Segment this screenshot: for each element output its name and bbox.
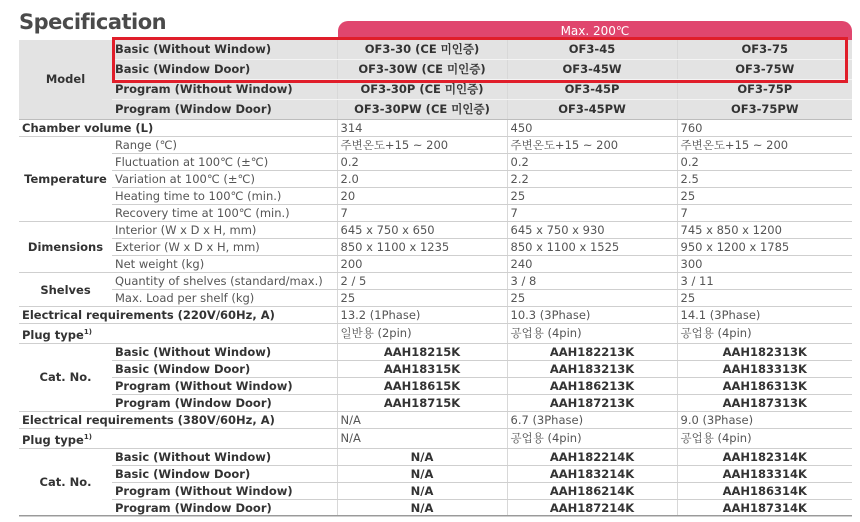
row-label: Exterior (W x D x H, mm) [112,239,337,256]
cell-value: OF3-30PW (CE 미인증) [337,100,507,120]
cell-value: AAH18315K [337,360,507,377]
cell-value: 주변온도+15 ~ 200 [507,137,677,154]
row-label: Program (Without Window) [112,377,337,394]
table-row [19,100,852,120]
table-row [19,273,852,290]
plug-type-label [19,324,337,344]
cell-value: AAH187313K [677,394,852,411]
cell-value: AAH182213K [507,343,677,360]
row-label: Recovery time at 100℃ (min.) [112,205,337,222]
row-label: Basic (Without Window) [112,40,337,60]
cell-value: 공업용 (4pin) [677,428,852,448]
cell-value: AAH18215K [337,343,507,360]
electrical-380v-label: Electrical requirements (380V/60Hz, A) [19,411,337,428]
cell-value: OF3-75P [677,80,852,100]
cell-value: 10.3 (3Phase) [507,307,677,324]
table-row [19,324,852,344]
table-bottom-rule [19,515,852,516]
cell-value: AAH187214K [507,499,677,516]
plug-type-label [19,428,337,448]
table-row [19,411,852,428]
table-row [19,499,852,516]
cell-value: 240 [507,256,677,273]
cell-value: 645 x 750 x 930 [507,222,677,239]
row-label: Program (Window Door) [112,499,337,516]
cell-value: OF3-45 [507,40,677,60]
cell-value: AAH186213K [507,377,677,394]
table-row [19,377,852,394]
cell-value: 13.2 (1Phase) [337,307,507,324]
row-label: Quantity of shelves (standard/max.) [112,273,337,290]
cell-value: 20 [337,188,507,205]
cell-value: OF3-30 (CE 미인증) [337,40,507,60]
cell-value: 3 / 8 [507,273,677,290]
row-label: Program (Window Door) [112,394,337,411]
row-label: Basic (Without Window) [112,343,337,360]
row-label: Heating time to 100℃ (min.) [112,188,337,205]
cell-value: AAH187213K [507,394,677,411]
cell-value: 공업용 (4pin) [507,428,677,448]
row-label: Variation at 100℃ (±℃) [112,171,337,188]
row-label: Basic (Without Window) [112,448,337,465]
footnote-mark: 1) [83,328,92,336]
table-row [19,448,852,465]
cell-value: AAH187314K [677,499,852,516]
shelves-group-label: Shelves [19,273,112,307]
table-row [19,154,852,171]
cell-value: N/A [337,482,507,499]
cell-value: AAH186214K [507,482,677,499]
table-row [19,465,852,482]
cell-value: AAH183213K [507,360,677,377]
cell-value: OF3-45P [507,80,677,100]
cell-value: N/A [337,428,507,448]
cell-value: 3 / 11 [677,273,852,290]
cell-value: 25 [337,290,507,307]
table-row [19,137,852,154]
cell-value: 300 [677,256,852,273]
cell-value: 25 [507,188,677,205]
cat-no-group-label: Cat. No. [19,448,112,516]
row-label: Range (℃) [112,137,337,154]
cell-value: 14.1 (3Phase) [677,307,852,324]
cell-value: 2.2 [507,171,677,188]
cell-value: AAH182313K [677,343,852,360]
cell-value: 25 [677,290,852,307]
cell-value: OF3-45PW [507,100,677,120]
dimensions-group-label: Dimensions [19,222,112,273]
row-label: Program (Window Door) [112,100,337,120]
cell-value: 7 [507,205,677,222]
cell-value: OF3-75W [677,60,852,80]
cell-value: 공업용 (4pin) [507,324,677,344]
cell-value: 314 [337,120,507,137]
cell-value: 9.0 (3Phase) [677,411,852,428]
cell-value: OF3-75PW [677,100,852,120]
table-row [19,482,852,499]
cell-value: 760 [677,120,852,137]
row-label: Program (Without Window) [112,80,337,100]
table-row [19,205,852,222]
cell-value: 850 x 1100 x 1525 [507,239,677,256]
cell-value: 25 [507,290,677,307]
table-row [19,222,852,239]
cell-value: 850 x 1100 x 1235 [337,239,507,256]
row-label: Program (Without Window) [112,482,337,499]
cell-value: 2.5 [677,171,852,188]
row-label: Basic (Window Door) [112,465,337,482]
cell-value: AAH182314K [677,448,852,465]
cell-value: 745 x 850 x 1200 [677,222,852,239]
electrical-220v-label: Electrical requirements (220V/60Hz, A) [19,307,337,324]
cell-value: 0.2 [507,154,677,171]
highlight-box [112,37,848,83]
cell-value: AAH182214K [507,448,677,465]
table-row [19,290,852,307]
cell-value: 2 / 5 [337,273,507,290]
cell-value: 25 [677,188,852,205]
row-label: Fluctuation at 100℃ (±℃) [112,154,337,171]
cell-value: AAH18615K [337,377,507,394]
table-row [19,171,852,188]
row-label: Net weight (kg) [112,256,337,273]
cell-value: N/A [337,448,507,465]
cell-value: OF3-30P (CE 미인증) [337,80,507,100]
table-row [19,120,852,137]
footnote-mark: 1) [83,432,92,441]
cell-value: N/A [337,499,507,516]
cell-value: 200 [337,256,507,273]
table-row [19,394,852,411]
row-label: Interior (W x D x H, mm) [112,222,337,239]
cell-value: OF3-30W (CE 미인증) [337,60,507,80]
row-label: Max. Load per shelf (kg) [112,290,337,307]
cell-value: 공업용 (4pin) [677,324,852,344]
plug-type-text: Plug type [22,327,84,342]
cell-value: AAH18715K [337,394,507,411]
table-row [19,256,852,273]
row-label: Basic (Window Door) [112,60,337,80]
cell-value: 645 x 750 x 650 [337,222,507,239]
cell-value: AAH183313K [677,360,852,377]
cell-value: 450 [507,120,677,137]
cell-value: 6.7 (3Phase) [507,411,677,428]
row-label: Basic (Window Door) [112,360,337,377]
temperature-group-label: Temperature [19,137,112,222]
table-row [19,188,852,205]
cell-value: 2.0 [337,171,507,188]
cell-value: N/A [337,411,507,428]
model-group-label: Model [19,40,112,120]
cell-value: 0.2 [337,154,507,171]
table-row [19,307,852,324]
page-title: Specification [19,10,167,34]
cell-value: AAH183214K [507,465,677,482]
cell-value: OF3-45W [507,60,677,80]
plug-type-text: Plug type [22,432,84,447]
specification-table [19,40,852,517]
cell-value: AAH186314K [677,482,852,499]
cat-no-group-label: Cat. No. [19,343,112,411]
cell-value: 주변온도+15 ~ 200 [337,137,507,154]
cell-value: 7 [337,205,507,222]
cell-value: 7 [677,205,852,222]
table-row [19,239,852,256]
cell-value: N/A [337,465,507,482]
table-row [19,343,852,360]
table-row [19,428,852,448]
table-row [19,360,852,377]
cell-value: 950 x 1200 x 1785 [677,239,852,256]
cell-value: 일반용 (2pin) [337,324,507,344]
cell-value: AAH183314K [677,465,852,482]
cell-value: OF3-75 [677,40,852,60]
chamber-volume-label: Chamber volume (L) [19,120,337,137]
cell-value: 0.2 [677,154,852,171]
max-temperature-badge: Max. 200℃ [338,21,852,41]
cell-value: 주변온도+15 ~ 200 [677,137,852,154]
cell-value: AAH186313K [677,377,852,394]
